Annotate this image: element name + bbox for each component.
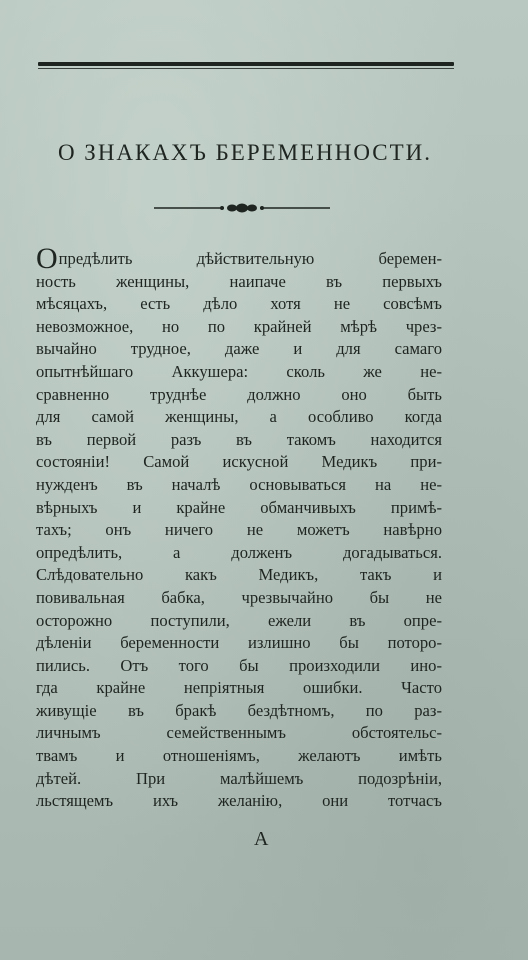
text-line: состоянiи! Самой искусной Медикъ при- [36,452,442,472]
text-line: сравненно труднѣе должно оно быть [36,384,442,404]
ornament-divider [152,200,332,216]
text-line: ность женщины, наипаче въ первыхъ [36,271,442,291]
text-line: дѣленiи беременности излишно бы поторо- [36,633,442,653]
text-line: повивальная бабка, чрезвычайно бы не [36,587,442,607]
text-line: мѣсяцахъ, есть дѣло хотя не совсѣмъ [36,294,442,314]
text-line: осторожно поступили, ежели въ опре- [36,610,442,630]
signature-mark: А [254,828,269,850]
header-rule [38,62,454,66]
text-line: для самой женщины, а особливо когда [36,407,442,427]
text-line: Опредѣлить дѣйствительную беремен- [36,242,442,275]
text-line: вычайно трудное, даже и для самаго [36,339,442,359]
text-line: твамъ и отношенiямъ, желаютъ имѣть [36,746,442,766]
text-line: опредѣлить, а долженъ догадываться. [36,542,442,562]
text-line: гда крайне непрiятныя ошибки. Часто [36,678,442,698]
text-line: льстящемъ ихъ желанiю, они тотчасъ [36,791,442,811]
text-line: личнымъ семейственнымъ обстоятельс- [36,723,442,743]
text-line: невозможное, но по крайней мѣрѣ чрез- [36,316,442,336]
body-paragraph [36,242,442,813]
text-line: тахъ; онъ ничего не можетъ навѣрно [36,520,442,540]
header-rule-thin [38,68,454,69]
chapter-title: О ЗНАКАХЪ БЕРЕМЕННОСТИ. [57,140,433,165]
text-line: пились. Отъ того бы произходили ино- [36,655,442,675]
text-line: дѣтей. При малѣйшемъ подозрѣнiи, [36,768,442,788]
text-line: вѣрныхъ и крайне обманчивыхъ примѣ- [36,497,442,517]
text-line: опытнѣйшаго Аккушера: сколь же не- [36,361,442,381]
drop-cap: О [36,242,58,275]
text-line: Слѣдовательно какъ Медикъ, такъ и [36,565,442,585]
text-line: нужденъ въ началѣ основываться на не- [36,474,442,494]
text-line: въ первой разъ въ такомъ находится [36,429,442,449]
text-line: живущiе въ бракѣ бездѣтномъ, по раз- [36,700,442,720]
